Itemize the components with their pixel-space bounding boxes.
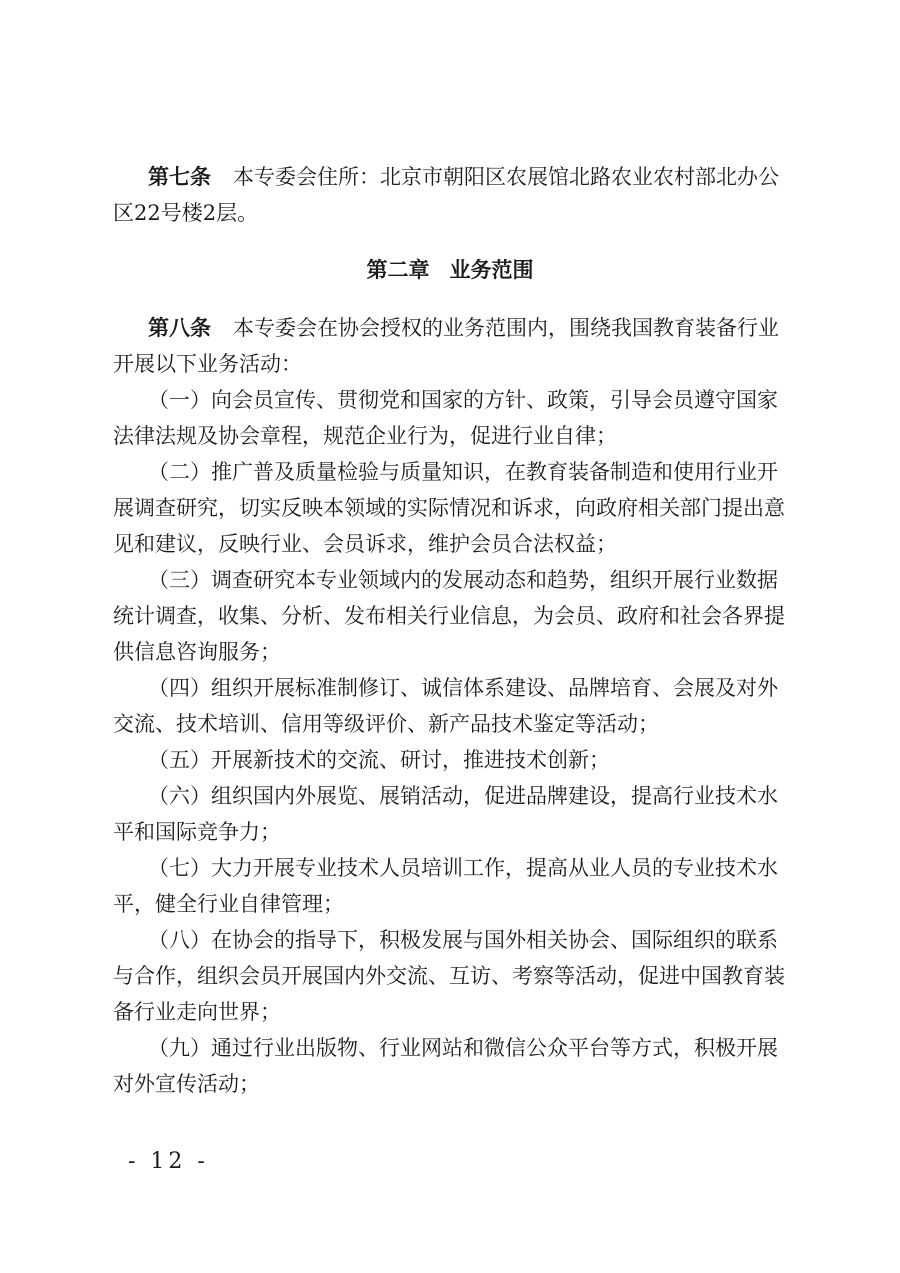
chapter-number: 第二章 <box>366 258 430 282</box>
page-number: - 12 - <box>128 1149 209 1174</box>
article-text: 本专委会住所：北京市朝阳区农展馆北路农业农村部北办公 <box>233 165 779 189</box>
article-7-line-2: 区22号楼2层。 <box>113 201 259 225</box>
activity-item-line: 交流、技术培训、信用等级评价、新产品技术鉴定等活动； <box>113 712 659 736</box>
activity-item-line: 供信息咨询服务； <box>113 640 281 664</box>
activity-item-line: 平和国际竞争力； <box>113 820 281 844</box>
activity-item-line: （八）在协会的指导下，积极发展与国外相关协会、国际组织的联系 <box>148 928 778 952</box>
activity-item-line: （二）推广普及质量检验与质量知识，在教育装备制造和使用行业开 <box>148 460 778 484</box>
chapter-heading <box>0 252 900 288</box>
activity-item-line: 对外宣传活动； <box>113 1072 260 1096</box>
activity-item-line: 法律法规及协会章程，规范企业行为，促进行业自律； <box>113 424 617 448</box>
article-label: 第八条 <box>148 316 211 340</box>
activity-item-line: （六）组织国内外展览、展销活动，促进品牌建设，提高行业技术水 <box>148 784 778 808</box>
activity-item-line: （四）组织开展标准制修订、诚信体系建设、品牌培育、会展及对外 <box>148 676 778 700</box>
activity-item-line: 平，健全行业自律管理； <box>113 892 344 916</box>
article-7-line-1 <box>148 159 779 195</box>
article-8-line-2: 开展以下业务活动： <box>113 352 302 376</box>
activity-item-line: 展调查研究，切实反映本领域的实际情况和诉求，向政府相关部门提出意 <box>113 496 785 520</box>
chapter-title: 业务范围 <box>449 258 534 282</box>
activity-item-line: （一）向会员宣传、贯彻党和国家的方针、政策，引导会员遵守国家 <box>148 388 778 412</box>
activity-item-line: 与合作，组织会员开展国内外交流、互访、考察等活动，促进中国教育装 <box>113 964 785 988</box>
activity-item-line: （七）大力开展专业技术人员培训工作，提高从业人员的专业技术水 <box>148 856 778 880</box>
article-label: 第七条 <box>148 165 211 189</box>
activity-item-line: 见和建议，反映行业、会员诉求，维护会员合法权益； <box>113 532 617 556</box>
article-8-line-1 <box>148 310 779 346</box>
activity-item-line: （九）通过行业出版物、行业网站和微信公众平台等方式，积极开展 <box>148 1036 778 1060</box>
article-text: 本专委会在协会授权的业务范围内，围绕我国教育装备行业 <box>233 316 779 340</box>
activity-item-line: （五）开展新技术的交流、研讨，推进技术创新； <box>148 748 610 772</box>
activity-item-line: （三）调查研究本专业领域内的发展动态和趋势，组织开展行业数据 <box>148 568 778 592</box>
activity-item-line: 备行业走向世界； <box>113 1000 281 1024</box>
activity-item-line: 统计调查，收集、分析、发布相关行业信息，为会员、政府和社会各界提 <box>113 604 785 628</box>
